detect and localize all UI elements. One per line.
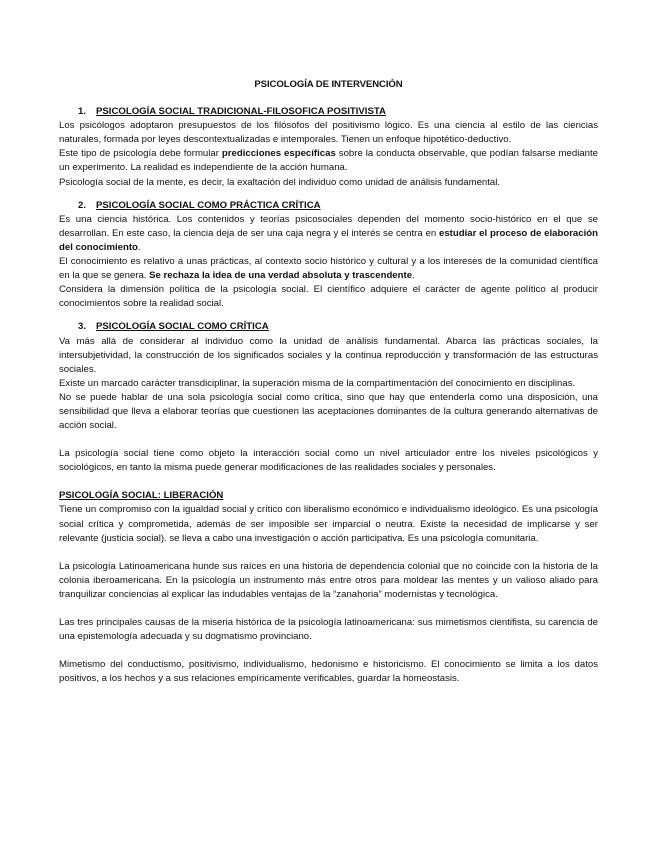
section-3-paragraph-2: Existe un marcado carácter transdiciplinar, la superación misma de la compartimentación del conocimiento en disciplinas.	[59, 377, 576, 389]
section-2-paragraph-2	[59, 255, 598, 283]
section-4-heading: PSICOLOGÍA SOCIAL: LIBERACIÓN	[59, 490, 224, 502]
section-4-paragraph-3: Las tres principales causas de la miseria histórica de la psicología latinoamericana: sus mimetismos cientifista, su carencia de una epistemología adecuada y su dogmatismo provinciano.	[59, 617, 598, 643]
section-4-paragraph-2: La psicología Latinoamericana hunde sus raíces en una historia de dependencia colonial que no coincide con la historia de la colonia iberoamericana. En la psicología un instrumento más entre otros para moldear las mentes y un valioso aliado para tranquilizar conciencias al explicar las indudables ventajas de la “zanahoria” modernistas y tecnológica.	[59, 560, 598, 600]
section-2-paragraph-1	[59, 213, 598, 255]
section-2-paragraph-3: Considera la dimensión política de la psicología social. El científico adquiere el carácter de agente político al producir conocimientos sobre la realidad social.	[59, 284, 598, 310]
section-1-paragraph-2-part-b: sobre la conducta observable, que podían falsarse mediante un experimento. La realidad es independiente de la acción humana.	[59, 148, 599, 174]
section-1-paragraph-3: Psicología social de la mente, es decir, la exaltación del individuo como unidad de análisis fundamental.	[59, 176, 501, 188]
section-1-paragraph-2-part-a: Este tipo de psicología debe formular	[59, 148, 222, 160]
section-1-paragraph-2	[59, 147, 598, 175]
section-1-number: 1.	[78, 106, 87, 118]
section-3-paragraph-1: Va más allá de considerar al individuo como la unidad de análisis fundamental. Abarca las prácticas sociales, la intersubjetividad, la construcción de los significados sociales y la continua reproducción y transformación de las estructuras sociales.	[59, 335, 598, 375]
section-4-paragraph-1: Tiene un compromiso con la igualdad social y crítico con liberalismo económico e individualismo ideológico. Es una psicología social crítica y comprometida, además de ser imposible ser imparcial o neutra. Existe la necesidad de implicarse y ser relevante (justicia social). se lleva a cabo una investigación o acción participativa. Es una psicología comunitaria.	[59, 504, 598, 544]
section-2-paragraph-1-part-b: .	[137, 241, 141, 253]
section-3-number: 3.	[78, 321, 87, 333]
section-1-heading-text: PSICOLOGÍA SOCIAL TRADICIONAL-FILOSOFICA POSITIVISTA	[96, 106, 386, 118]
section-2-heading	[59, 199, 598, 213]
section-2-paragraph-2-part-a: El conocimiento es relativo a unas prácticas, al contexto socio histórico y cultural y a los intereses de la comunidad científica en la que se genera.	[59, 256, 598, 282]
section-4-paragraph-4: Mimetismo del conductismo, positivismo, individualismo, hedonismo e historicismo. El conocimiento se limita a los datos positivos, a los hechos y a sus relaciones empíricamente verificables, guardar la homeostasis.	[59, 659, 598, 685]
section-2-paragraph-2-part-b: .	[412, 270, 415, 282]
section-1-paragraph-2-bold: predicciones específicas	[221, 148, 336, 160]
section-3-heading-text: PSICOLOGÍA SOCIAL COMO CRÍTICA	[96, 321, 269, 333]
section-2-paragraph-1-bold: estudiar el proceso de elaboración del conocimiento	[59, 227, 598, 253]
section-3-paragraph-4: La psicología social tiene como objeto la interacción social como un nivel articulador entre los niveles psicológicos y sociológicos, en tanto la misma puede generar modificaciones de las realidades sociales y personales.	[59, 448, 598, 474]
section-2-number: 2.	[78, 199, 87, 211]
section-2-paragraph-1-part-a: Es una ciencia histórica. Los contenidos y teorías psicosociales dependen del momento socio-histórico en el que se desarrollan. En este caso, la ciencia deja de ser una caja negra y el interés se centra en	[59, 213, 598, 239]
section-2-paragraph-2-bold: Se rechaza la idea de una verdad absoluta y trascendente	[149, 270, 413, 282]
document-title: PSICOLOGÍA DE INTERVENCIÓN	[254, 79, 403, 90]
section-3-paragraph-3: No se puede hablar de una sola psicología social como crítica, sino que hay que entenderla como una disposición, una sensibilidad que lleva a elaborar teorías que cuestionen las aceptaciones dominantes de la cultura generando alternativas de acción social.	[59, 391, 598, 432]
document-page	[59, 78, 598, 686]
section-2-heading-text: PSICOLOGÍA SOCIAL COMO PRÁCTICA CRÍTICA	[96, 199, 321, 211]
section-3-heading	[59, 320, 598, 334]
section-1-heading	[59, 105, 598, 119]
section-1-paragraph-1: Los psicólogos adoptaron presupuestos de los filósofos del positivismo lógico. Es una ciencia al estilo de las ciencias naturales, formada por leyes descontextualizadas e intemporales. Tienen un enfoque hipotético-deductivo.	[59, 120, 598, 146]
